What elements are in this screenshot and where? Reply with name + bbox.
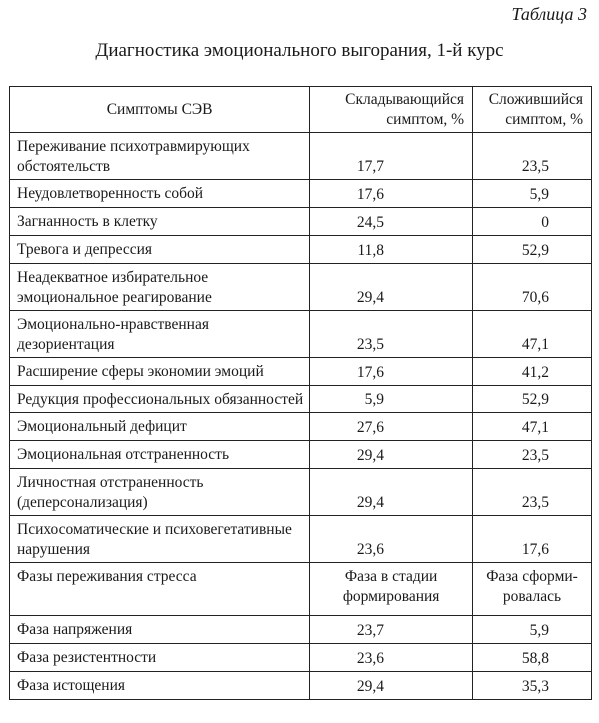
header-phase-formed-line1: Фаза сформи- [486,568,578,585]
header-forming [310,87,473,133]
symptom-row-name: Редукция профессиональных обязанностей [10,386,310,413]
symptom-row-name: Расширение сферы экономии эмоций [10,358,310,386]
phase-row-name: Фаза истощения [10,672,310,700]
symptom-row [10,208,592,236]
symptom-row-forming: 23,5 [310,311,473,358]
symptom-row [10,236,592,264]
header-formed-line1: Сложившийся [488,90,583,108]
table-header-row [10,87,592,133]
phase-row [10,672,592,700]
symptom-row-formed: 23,5 [473,469,592,516]
symptom-row-forming: 29,4 [310,469,473,516]
symptom-row [10,469,592,516]
symptom-row [10,516,592,563]
symptom-row-name: Психосоматические и психовегетативные нарушения [10,516,310,563]
symptom-row-name: Неадекватное избирательное эмоциональное реагирование [10,264,310,311]
symptom-row-forming: 17,7 [310,133,473,180]
phase-row [10,644,592,672]
phase-row-formed: 58,8 [473,644,592,672]
symptom-row-name: Тревога и депрессия [10,236,310,264]
symptom-row-forming: 11,8 [310,236,473,264]
symptom-row-formed: 5,9 [473,180,592,208]
symptom-row [10,133,592,180]
symptom-row [10,180,592,208]
header-formed [473,87,592,133]
phase-row-formed: 35,3 [473,672,592,700]
symptom-row [10,413,592,441]
symptom-row-forming: 27,6 [310,413,473,441]
header-phases: Фазы переживания стресса [10,563,310,616]
phase-row [10,616,592,644]
header-symptoms-label: Симптомы СЭВ [106,100,213,118]
symptom-row-formed: 70,6 [473,264,592,311]
symptom-row-forming: 17,6 [310,358,473,386]
symptom-row [10,311,592,358]
symptom-row-name: Переживание психотравмирующих обстоятельств [10,133,310,180]
symptom-row-name: Личностная отстраненность (деперсонализация) [10,469,310,516]
symptom-row-formed: 47,1 [473,311,592,358]
phases-header-row [10,563,592,616]
symptom-row-formed: 52,9 [473,236,592,264]
header-forming-line1: Складывающийся [345,90,465,108]
symptom-row [10,358,592,386]
symptom-row-formed: 23,5 [473,133,592,180]
symptom-row-formed: 47,1 [473,413,592,441]
phase-row-name: Фаза напряжения [10,616,310,644]
phase-row-forming: 23,7 [310,616,473,644]
phase-row-name: Фаза резистентности [10,644,310,672]
symptom-row-forming: 24,5 [310,208,473,236]
header-phase-formed [473,563,592,616]
table-label: Таблица 3 [511,4,587,24]
symptom-row-forming: 23,6 [310,516,473,563]
symptom-row-forming: 17,6 [310,180,473,208]
phase-row-formed: 5,9 [473,616,592,644]
symptom-row [10,441,592,469]
symptom-row-formed: 17,6 [473,516,592,563]
burnout-table [9,86,592,700]
symptom-row-formed: 41,2 [473,358,592,386]
header-phase-forming [310,563,473,616]
symptom-row-forming: 5,9 [310,386,473,413]
symptom-row-name: Неудовлетворенность собой [10,180,310,208]
header-phase-formed-line2: ровалась [502,588,562,605]
symptom-row-name: Эмоционально-нравственная дезориентация [10,311,310,358]
symptom-row-name: Загнанность в клетку [10,208,310,236]
symptom-row [10,264,592,311]
symptom-row-formed: 52,9 [473,386,592,413]
header-formed-line2: симптом, % [505,110,583,128]
symptom-row [10,386,592,413]
header-symptoms [10,87,310,133]
page-title: Диагностика эмоционального выгорания, 1-й курс [95,40,504,61]
symptom-row-formed: 23,5 [473,441,592,469]
phase-row-forming: 29,4 [310,672,473,700]
header-phase-forming-line1: Фаза в стадии [344,568,438,585]
symptom-row-forming: 29,4 [310,264,473,311]
phase-row-forming: 23,6 [310,644,473,672]
symptom-row-formed: 0 [473,208,592,236]
symptom-row-name: Эмоциональный дефицит [10,413,310,441]
header-forming-line2: симптом, % [386,110,465,128]
header-phase-forming-line2: формирования [342,588,440,605]
symptom-row-forming: 29,4 [310,441,473,469]
symptom-row-name: Эмоциональная отстраненность [10,441,310,469]
